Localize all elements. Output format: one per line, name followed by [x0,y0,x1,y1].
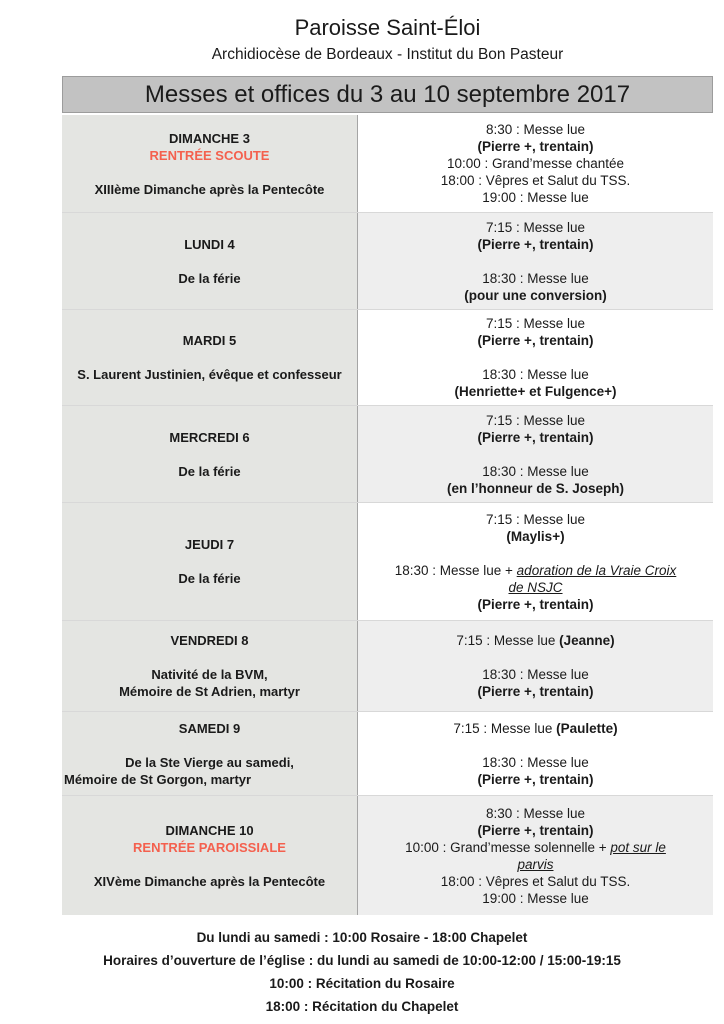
time-line [364,138,707,155]
footer-line: Du lundi au samedi : 10:00 Rosaire - 18:00 Chapelet [196,930,528,945]
time-line [364,511,707,528]
text-segment: (Pierre +, trentain) [477,771,594,787]
time-line [364,236,707,253]
day-line [64,553,355,570]
page-subtitle: Archidiocèse de Bordeaux - Institut du Bon Pasteur [211,46,564,63]
text-segment: 18:00 : Vêpres et Salut du TSS. [440,173,631,188]
text-segment: (Pierre +, trentain) [477,333,594,348]
day-cell [62,115,358,212]
time-line [364,121,707,138]
footer-line: Horaires d’ouverture de l’église : du lundi au samedi de 10:00-12:00 / 15:00-19:15 [103,953,621,968]
day-line [64,349,355,366]
day-cell [62,406,358,502]
text-segment: (Pierre +, trentain) [477,596,594,612]
day-line [64,253,355,270]
times-cell [358,115,713,212]
time-line [364,429,707,446]
day-line: De la férie [178,571,241,586]
document-content [62,0,713,915]
table-row [62,620,713,711]
time-line [364,822,707,839]
time-line [364,446,707,463]
banner [62,76,713,113]
text-segment: de NSJC [508,579,563,595]
table-row [62,309,713,405]
time-line [364,754,707,771]
times-cell [358,796,713,915]
time-line [364,545,707,562]
time-line [364,189,707,206]
time-line [364,805,707,822]
text-segment: 8:30 : Messe lue [485,122,586,137]
text-segment: 18:30 : Messe lue [482,667,589,682]
times-cell [358,213,713,309]
time-line [364,412,707,429]
time-line [364,349,707,366]
day-line: MERCREDI 6 [169,429,250,445]
time-line [364,890,707,907]
time-line [364,480,707,497]
time-line [364,737,707,754]
text-segment: 19:00 : Messe lue [482,190,589,205]
time-line [364,172,707,189]
day-cell [62,712,358,795]
day-line: XIIIème Dimanche après la Pentecôte [94,181,325,197]
day-line: RENTRÉE SCOUTE [149,147,270,163]
text-segment: (en l’honneur de S. Joseph) [446,480,625,496]
text-segment: 7:15 : Messe lue [485,219,586,235]
text-segment: 18:30 : Messe lue [482,270,589,286]
day-line: S. Laurent Justinien, évêque et confesseur [77,367,342,382]
text-segment: 7:15 : Messe lue [485,316,586,331]
banner-title: Messes et offices du 3 au 10 septembre 2017 [144,80,631,108]
text-segment: 7:15 : Messe lue [453,720,557,736]
schedule-table [62,115,713,915]
text-segment: 7:15 : Messe lue [485,412,586,428]
text-segment: 10:00 : Grand’messe chantée [446,156,625,171]
day-line: RENTRÉE PAROISSIALE [133,839,286,855]
day-cell [62,503,358,620]
day-line: De la férie [178,270,241,286]
table-row [62,795,713,915]
time-line [364,632,707,649]
text-segment: (Pierre +, trentain) [477,139,594,154]
text-segment: 7:15 : Messe lue [456,633,560,648]
text-segment: 18:00 : Vêpres et Salut du TSS. [440,873,631,889]
times-cell [358,503,713,620]
time-line [364,579,707,596]
day-line [64,737,355,754]
time-line [364,219,707,236]
text-segment: 7:15 : Messe lue [485,511,586,527]
time-line [364,155,707,172]
time-line [364,270,707,287]
day-line [64,164,355,181]
footer [0,926,724,1018]
text-segment: 18:30 : Messe lue [482,367,589,382]
day-line: XIVème Dimanche après la Pentecôte [93,873,326,889]
time-line [364,839,707,856]
text-segment: 19:00 : Messe lue [482,890,589,906]
time-line [364,683,707,700]
day-cell [62,796,358,915]
times-cell [358,712,713,795]
day-line: SAMEDI 9 [178,720,241,736]
time-line [364,315,707,332]
text-segment: (Henriette+ et Fulgence+) [454,384,617,399]
text-segment: (Paulette) [556,720,618,736]
table-row [62,405,713,502]
time-line [364,287,707,304]
text-segment: (Pierre +, trentain) [477,429,594,445]
time-line [364,873,707,890]
day-line [64,446,355,463]
time-line [364,383,707,400]
text-segment: (Jeanne) [559,633,615,648]
text-segment: adoration de la Vraie Croix [516,562,677,578]
time-line [364,366,707,383]
day-line: Nativité de la BVM, [151,667,268,682]
day-cell [62,310,358,405]
day-line: Mémoire de St Adrien, martyr [119,684,300,699]
day-line: DIMANCHE 3 [169,130,250,146]
day-line: DIMANCHE 10 [165,822,254,838]
text-segment: (pour une conversion) [464,287,607,303]
day-line: LUNDI 4 [184,236,235,252]
document-header [62,0,713,64]
day-line: VENDREDI 8 [170,633,249,648]
time-line [364,649,707,666]
day-cell [62,213,358,309]
text-segment: 10:00 : Grand’messe solennelle + [405,839,611,855]
day-line: De la férie [178,463,241,479]
text-segment: pot sur le [610,839,666,855]
day-line [64,856,355,873]
text-segment: (Pierre +, trentain) [477,822,594,838]
page-title: Paroisse Saint-Éloi [294,15,481,40]
footer-line: 10:00 : Récitation du Rosaire [269,976,455,991]
times-cell [358,621,713,711]
time-line [364,528,707,545]
table-row [62,502,713,620]
text-segment: 8:30 : Messe lue [485,805,586,821]
day-line: De la Ste Vierge au samedi, [125,754,294,770]
times-cell [358,310,713,405]
day-cell [62,621,358,711]
time-line [364,596,707,613]
table-row [62,115,713,212]
time-line [364,771,707,788]
text-segment: 18:30 : Messe lue + [394,562,517,578]
day-line: JEUDI 7 [184,537,235,552]
footer-line: 18:00 : Récitation du Chapelet [265,999,459,1014]
text-segment: 18:30 : Messe lue [482,754,589,770]
time-line [364,720,707,737]
times-cell [358,406,713,502]
time-line [364,666,707,683]
table-row [62,711,713,795]
time-line [364,856,707,873]
text-segment: (Pierre +, trentain) [477,684,594,699]
day-line [64,649,355,666]
time-line [364,332,707,349]
text-segment: parvis [517,856,554,872]
text-segment: 18:30 : Messe lue [482,463,589,479]
table-row [62,212,713,309]
time-line [364,463,707,480]
day-line: Mémoire de St Gorgon, martyr [64,771,252,787]
text-segment: (Pierre +, trentain) [477,236,594,252]
text-segment: (Maylis+) [506,528,565,544]
day-line: MARDI 5 [182,333,237,348]
time-line [364,562,707,579]
time-line [364,253,707,270]
